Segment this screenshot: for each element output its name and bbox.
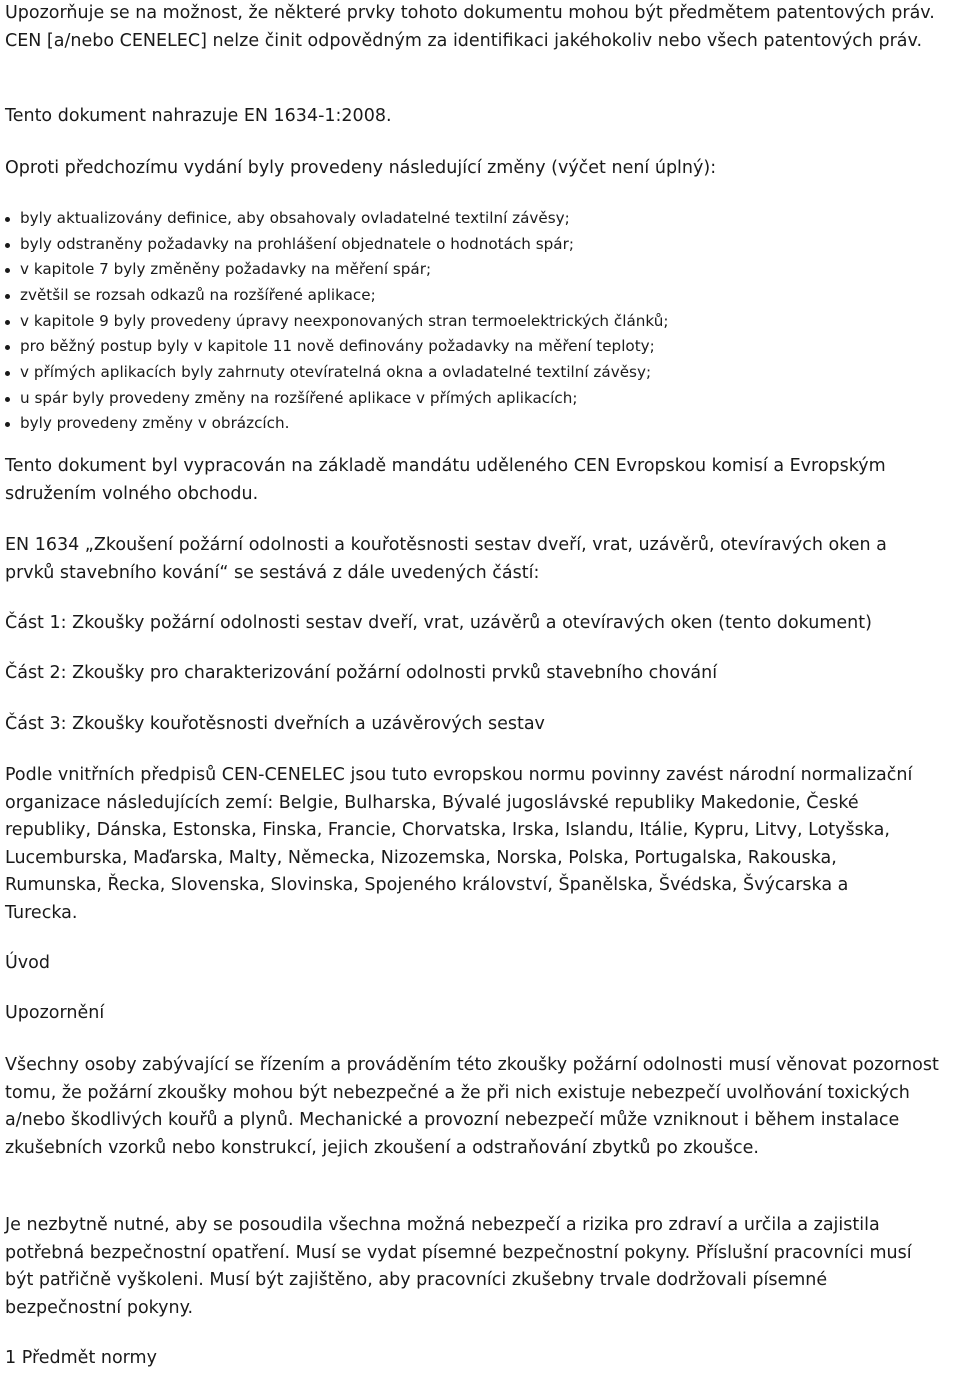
list-item: pro běžný postup byly v kapitole 11 nově definovány požadavky na měření teploty; [5, 334, 935, 360]
part-1-line: Část 1: Zkoušky požární odolnosti sestav dveří, vrat, uzávěrů a otevíravých oken (tento dokument) [5, 613, 872, 633]
list-item: v kapitole 7 byly změněny požadavky na měření spár; [5, 257, 935, 283]
list-item: zvětšil se rozsah odkazů na rozšířené aplikace; [5, 283, 935, 309]
changes-intro-paragraph: Oproti předchozímu vydání byly provedeny následující změny (výčet není úplný): [5, 158, 717, 178]
warning-heading: Upozornění [5, 1003, 105, 1023]
list-item: u spár byly provedeny změny na rozšířené aplikace v přímých aplikacích; [5, 386, 935, 412]
countries-paragraph: Podle vnitřních předpisů CEN-CENELEC jsou tuto evropskou normu povinny zavést národní normalizační organizace následujících zemí: Belgie, Bulharska, Bývalé jugoslávské republiky Makedonie, České republiky, Dánska, Estonska, Finska, Francie, Chorvatska, Irska, Islandu, Itálie, Kypru, Litvy, Lotyšska, Lucemburska, Maďarska, Malty, Německa, Nizozemska, Norska, Polska, Portugalska, Rakouska, Rumunska, Řecka, Slovenska, Slovinska, Spojeného království, Španělska, Švédska, Švýcarska a Turecka. [5, 765, 913, 923]
list-item: byly aktualizovány definice, aby obsahovaly ovladatelné textilní závěsy; [5, 206, 935, 232]
series-intro-paragraph: EN 1634 „Zkoušení požární odolnosti a kouřotěsnosti sestav dveří, vrat, uzávěrů, otevíravých oken a prvků stavebního kování“ se sestává z dále uvedených částí: [5, 535, 887, 583]
intro-heading: Úvod [5, 953, 50, 973]
list-item: byly odstraněny požadavky na prohlášení objednatele o hodnotách spár; [5, 232, 935, 258]
part-3-line: Část 3: Zkoušky kouřotěsnosti dveřních a uzávěrových sestav [5, 714, 545, 734]
patent-notice-paragraph: Upozorňuje se na možnost, že některé prvky tohoto dokumentu mohou být předmětem patentových práv. CEN [a/nebo CENELEC] nelze činit odpovědným za identifikaci jakéhokoliv nebo všech patentových práv. [5, 3, 935, 51]
mandate-paragraph: Tento dokument byl vypracován na základě mandátu uděleného CEN Evropskou komisí a Evropským sdružením volného obchodu. [5, 456, 886, 504]
part-2-line: Část 2: Zkoušky pro charakterizování požární odolnosti prvků stavebního chování [5, 663, 718, 683]
scope-heading: 1 Předmět normy [5, 1348, 157, 1368]
list-item: v kapitole 9 byly provedeny úpravy neexponovaných stran termoelektrických článků; [5, 309, 935, 335]
warning-paragraph: Všechny osoby zabývající se řízením a prováděním této zkoušky požární odolnosti musí věnovat pozornost tomu, že požární zkoušky mohou být nebezpečné a že při nich existuje nebezpečí uvolňování toxických a/nebo škodlivých kouřů a plynů. Mechanické a provozní nebezpečí může vzniknout i během instalace zkušebních vzorků nebo konstrukcí, jejich zkoušení a odstraňování zbytků po zkoušce. [5, 1055, 939, 1158]
list-item: byly provedeny změny v obrázcích. [5, 411, 935, 437]
changes-list [5, 206, 935, 437]
safety-paragraph: Je nezbytně nutné, aby se posoudila všechna možná nebezpečí a rizika pro zdraví a určila a zajistila potřebná bezpečnostní opatření. Musí se vydat písemné bezpečnostní pokyny. Příslušní pracovníci musí být patřičně vyškoleni. Musí být zajištěno, aby pracovníci zkušebny trvale dodržovali písemné bezpečnostní pokyny. [5, 1215, 912, 1318]
replaces-paragraph: Tento dokument nahrazuje EN 1634-1:2008. [5, 106, 392, 126]
list-item: v přímých aplikacích byly zahrnuty otevíratelná okna a ovladatelné textilní závěsy; [5, 360, 935, 386]
